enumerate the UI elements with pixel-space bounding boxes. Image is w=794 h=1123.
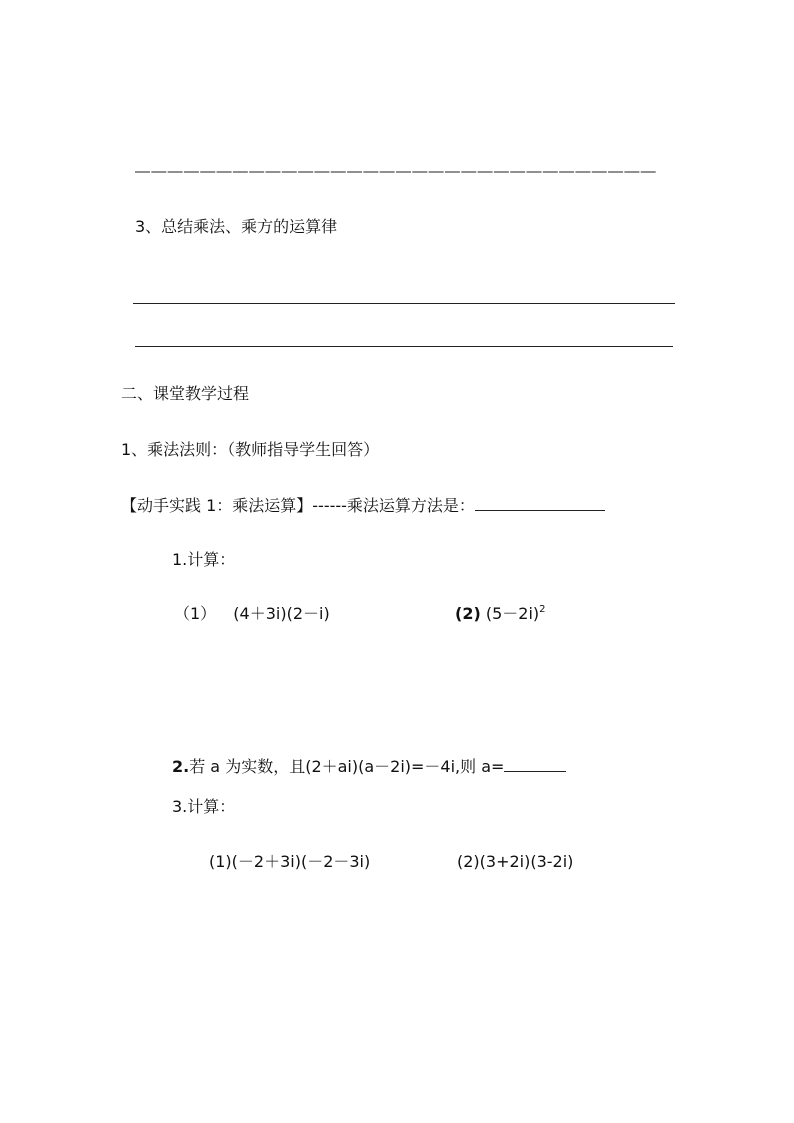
practice-label: 【动手实践 1：乘法运算】 — [121, 496, 313, 515]
answer-line-2 — [135, 346, 673, 347]
q1-part1-expression: (4＋3i)(2－i) — [233, 604, 330, 623]
practice-suffix: ------乘法运算方法是： — [312, 496, 475, 515]
q2-answer-blank — [504, 757, 566, 772]
q1-part2-expression: (5－2i) — [485, 604, 540, 623]
q1-part1 — [174, 604, 330, 624]
section2-heading: 二、课堂教学过程 — [121, 384, 250, 403]
q2-number: 2. — [172, 757, 190, 776]
q3-part2: (2)(3+2i)(3-2i) — [457, 852, 574, 871]
q1-part2-number: (2) — [455, 604, 481, 623]
practice-line — [121, 496, 605, 516]
item3-title: 3、总结乘法、乘方的运算律 — [135, 217, 338, 236]
q1-part2 — [455, 604, 546, 624]
q2-text: 若 a 为实数，且(2＋ai)(a－2i)=－4i,则 a= — [189, 757, 505, 776]
q1-part2-exponent: 2 — [539, 604, 546, 615]
q3-label: 3.计算： — [172, 797, 236, 816]
q1-part1-number: （1） — [174, 604, 217, 623]
dashed-answer-line — [135, 162, 657, 182]
multiplication-rule-heading: 1、乘法法则：（教师指导学生回答） — [121, 440, 380, 459]
q2-line — [172, 757, 566, 777]
q1-label: 1.计算： — [172, 550, 236, 569]
answer-line-1 — [133, 303, 675, 304]
q3-part1: (1)(－2＋3i)(－2－3i) — [209, 852, 371, 871]
practice-answer-blank — [475, 496, 605, 511]
